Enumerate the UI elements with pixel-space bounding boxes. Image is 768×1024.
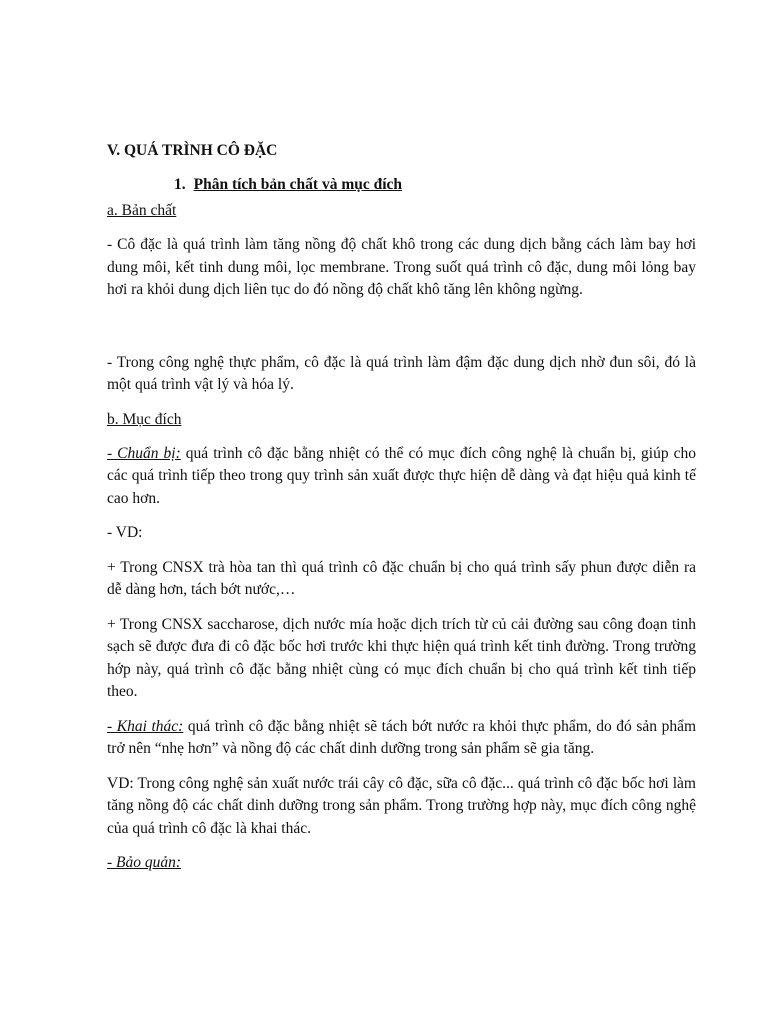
exploitation-label: - Khai thác: — [107, 717, 184, 735]
subheading-title: Phân tích bản chất và mục đích — [193, 176, 403, 193]
exploitation-text: quá trình cô đặc bằng nhiệt sẽ tách bớt nước ra khỏi thực phẩm, do đó sản phẩm trở nên “nhẹ hơn” và nồng độ các chất dinh dưỡng trong sản phẩm sẽ gia tăng. — [107, 717, 696, 757]
example-label: - VD: — [107, 524, 143, 541]
section-a-label: a. Bản chất — [107, 202, 177, 219]
section-b-label: b. Mục đích — [107, 410, 182, 428]
preservation-label: - Bảo quản: — [107, 854, 182, 871]
example-concentrated-juice: VD: Trong công nghệ sản xuất nước trái cây cô đặc, sữa cô đặc... quá trình cô đặc bốc hơi làm tăng nồng độ các chất dinh dưỡng trong sản phẩm. Trong trường hợp này, mục đích công nghệ của quá trình cô đặc là khai thác. — [107, 774, 696, 837]
example-saccharose: + Trong CNSX saccharose, dịch nước mía hoặc dịch trích từ củ cải đường sau công đoạn tinh sạch sẽ được đưa đi cô đặc bốc hơi trước khi thực hiện quá trình kết tinh đường. Trong trường hớp này, quá trình cô đặc bằng nhiệt cùng có mục đích chuẩn bị cho quá trình kết tinh tiếp theo. — [107, 615, 696, 700]
subheading-number: 1. — [174, 176, 186, 193]
paragraph-food-technology: - Trong công nghệ thực phẩm, cô đặc là quá trình làm đậm đặc dung dịch nhờ đun sôi, đó là một quá trình vật lý và hóa lý. — [107, 353, 696, 393]
preparation-label: - Chuẩn bị: — [107, 444, 181, 462]
section-title: V. QUÁ TRÌNH CÔ ĐẶC — [107, 142, 278, 159]
document-page — [107, 140, 696, 875]
example-instant-tea: + Trong CNSX trà hòa tan thì quá trình cô đặc chuẩn bị cho quá trình sấy phun được diễn ra dễ dàng hơn, tách bớt nước,… — [107, 558, 696, 598]
paragraph-definition: - Cô đặc là quá trình làm tăng nồng độ chất khô trong các dung dịch bằng cách làm bay hơi dung môi, kết tinh dung môi, lọc membrane. Trong suốt quá trình cô đặc, dung môi lỏng bay hơi ra khỏi dung dịch liên tục do đó nồng độ chất khô tăng lên không ngừng. — [107, 236, 696, 298]
subheading-1 — [174, 174, 696, 196]
paragraph-preservation — [107, 852, 696, 875]
paragraph-exploitation — [107, 716, 696, 761]
preparation-text: quá trình cô đặc bằng nhiệt có thể có mục đích công nghệ là chuẩn bị, giúp cho các quá trình tiếp theo trong quy trình sản xuất được thực hiện dễ dàng và đạt hiệu quả kinh tế cao hơn. — [107, 444, 696, 507]
paragraph-preparation — [107, 443, 696, 511]
